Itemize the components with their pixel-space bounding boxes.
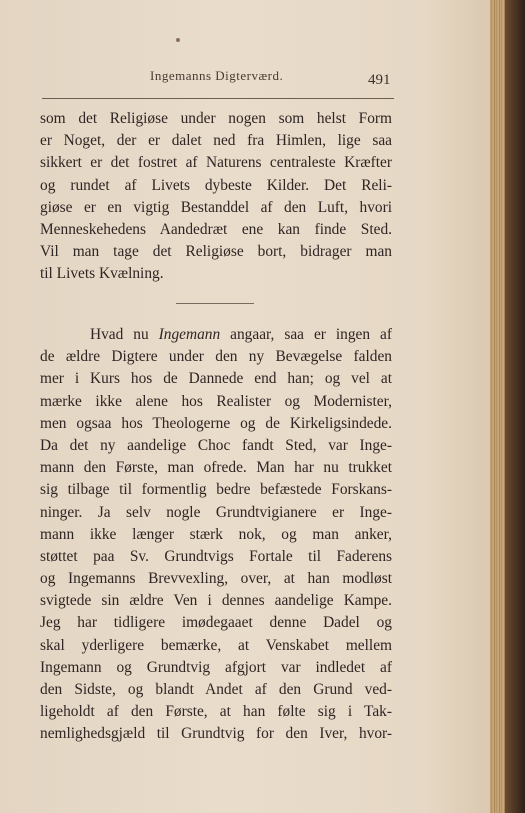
- text-segment: Hvad nu: [90, 326, 159, 343]
- text-line: svigtede sin ældre Ven i dennes aandelige Kampe.: [40, 592, 392, 610]
- text-line: Vil man tage det Religiøse bort, bidrager man: [40, 243, 392, 261]
- text-line: giøse er en vigtig Bestanddel af den Luft, hvori: [40, 198, 392, 216]
- text-line: ligeholdt af den Første, at han følte sig i Tak-: [40, 703, 392, 721]
- text-line: og Ingemanns Brevvexling, over, at han modløst: [40, 570, 392, 588]
- text-line: ninger. Ja selv nogle Grundtvigianere er Inge-: [40, 503, 392, 521]
- text-line: er Noget, der er dalet ned fra Himlen, lige saa: [40, 132, 392, 150]
- header-rule: [42, 98, 394, 99]
- text-line: som det Religiøse under nogen som helst Form: [40, 110, 392, 127]
- text-line: Da det ny aandelige Choc fandt Sted, var Inge-: [40, 436, 392, 454]
- text-line: de ældre Digtere under den ny Bevægelse falden: [40, 348, 392, 366]
- text-line: og rundet af Livets dybeste Kilder. Det Reli-: [40, 176, 392, 194]
- page-number: 491: [368, 72, 391, 88]
- text-line: støttet paa Sv. Grundtvigs Fortale til Faderens: [40, 547, 392, 565]
- paragraph-2: [40, 324, 392, 746]
- ornament-dot: [176, 38, 180, 42]
- text-line: sikkert er det fostret af Naturens centraleste Kræfter: [40, 154, 392, 172]
- text-line: men ogsaa hos Theologerne og de Kirkeligsindede.: [40, 414, 392, 432]
- text-line: mann den Første, man ofrede. Man har nu trukket: [40, 459, 392, 477]
- text-segment: angaar, saa er ingen af: [220, 326, 392, 343]
- text-line: nemlighedsgjæld til Grundtvig for den Iver, hvor-: [40, 725, 392, 743]
- author-name: Ingemann: [158, 326, 221, 343]
- running-title: Ingemanns Digterværd.: [150, 68, 284, 83]
- text-line: til Livets Kvælning.: [40, 265, 164, 283]
- text-line: mann ikke længer stærk nok, og man anker,: [40, 525, 392, 543]
- text-line: Jeg har tidligere imødegaaet denne Dadel og: [40, 614, 392, 632]
- text-line: Menneskehedens Aandedræt ene kan finde Sted.: [40, 220, 392, 238]
- text-line-first: [40, 324, 392, 346]
- text-line: den Sidste, og blandt Andet af den Grund ved-: [40, 681, 392, 698]
- section-divider: [176, 303, 254, 304]
- text-line: skal yderligere bemærke, at Venskabet mellem: [40, 636, 392, 654]
- binding-shadow: [505, 0, 525, 813]
- paragraph-1: [40, 108, 392, 286]
- text-line: Ingemann og Grundtvig afgjort var indledet af: [40, 658, 392, 676]
- text-line: mer i Kurs hos de Dannede end han; og vel at: [40, 370, 392, 388]
- text-line: sig tilbage til formentlig bedre befæstede Forskans-: [40, 481, 392, 499]
- text-line: mærke ikke alene hos Realister og Modernister,: [40, 392, 392, 410]
